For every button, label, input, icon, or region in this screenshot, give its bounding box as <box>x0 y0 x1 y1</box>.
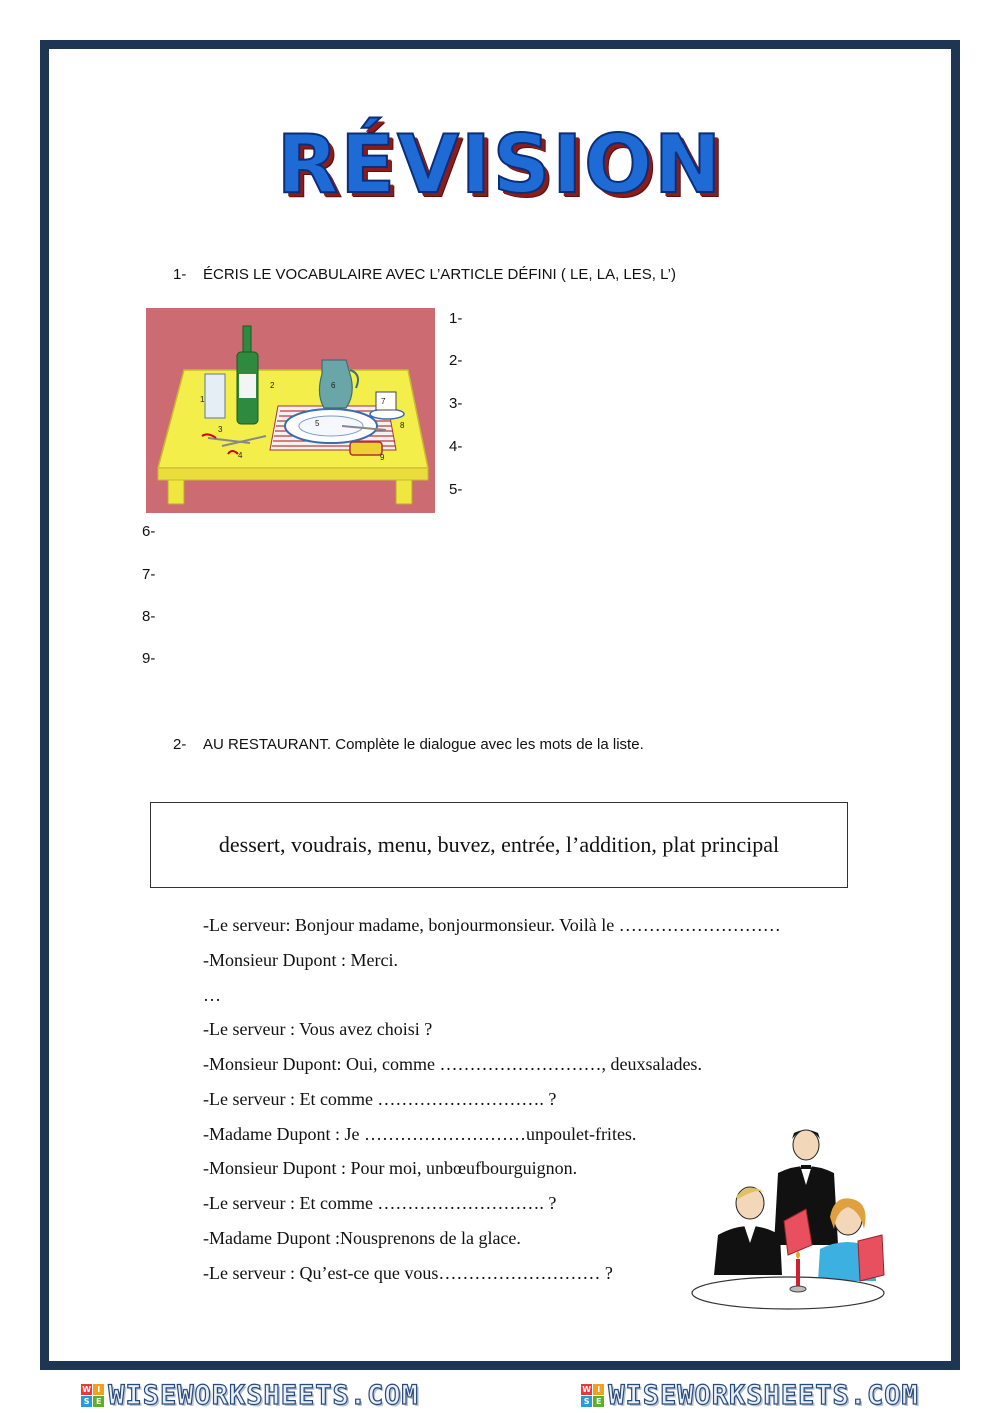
footer-brand-1 <box>81 1380 419 1411</box>
picture-label-3: 3 <box>218 425 223 434</box>
exercise-2-number: 2- <box>173 736 187 753</box>
dialogue-line-7: -Madame Dupont : Je ………………………unpoulet-frites. <box>203 1124 637 1144</box>
word-list-box <box>150 802 848 888</box>
picture-label-2: 2 <box>270 381 275 390</box>
page-title: RÉVISION <box>276 118 724 211</box>
word-list: dessert, voudrais, menu, buvez, entrée, l’addition, plat principal <box>218 832 780 857</box>
exercise-1-number: 1- <box>173 266 187 283</box>
exercise-1-text: ÉCRIS LE VOCABULAIRE AVEC L’ARTICLE DÉFINI ( LE, LA, LES, L’) <box>203 266 676 283</box>
picture-label-4: 4 <box>238 451 243 460</box>
picture-label-6: 6 <box>331 381 336 390</box>
dialogue-line-1: -Le serveur: Bonjour madame, bonjourmonsieur. Voilà le ……………………… <box>203 915 781 935</box>
answer-line-7: 7- <box>142 566 156 583</box>
answer-line-5: 5- <box>449 481 463 498</box>
brand-text: WISEWORKSHEETS.COM <box>608 1380 919 1411</box>
answer-line-8: 8- <box>142 608 156 625</box>
footer-watermark <box>0 1378 1000 1413</box>
restaurant-illustration <box>688 1125 888 1315</box>
dialogue-line-2: -Monsieur Dupont : Merci. <box>203 950 398 970</box>
dialogue-line-11: -Le serveur : Qu’est-ce que vous……………………… ? <box>203 1263 613 1283</box>
exercise-1-instruction <box>173 266 676 283</box>
answer-line-2: 2- <box>449 352 463 369</box>
answer-line-3: 3- <box>449 395 463 412</box>
picture-label-7: 7 <box>381 397 386 406</box>
dialogue-line-8: -Monsieur Dupont : Pour moi, unbœufbourguignon. <box>203 1158 578 1178</box>
answer-line-6: 6- <box>142 523 156 540</box>
dialogue-line-6: -Le serveur : Et comme ………………………. ? <box>203 1089 557 1109</box>
picture-label-5: 5 <box>315 419 320 428</box>
table-setting-picture <box>146 308 435 513</box>
footer-brand-2 <box>581 1380 919 1411</box>
dialogue-line-4: -Le serveur : Vous avez choisi ? <box>203 1019 433 1039</box>
picture-label-1: 1 <box>200 395 205 404</box>
brand-logo-icon: W I S E <box>81 1384 104 1407</box>
brand-text: WISEWORKSHEETS.COM <box>108 1380 419 1411</box>
exercise-2-text: AU RESTAURANT. Complète le dialogue avec les mots de la liste. <box>203 736 644 753</box>
picture-label-9: 9 <box>380 453 385 462</box>
answer-line-9: 9- <box>142 650 156 667</box>
dialogue-line-3: … <box>203 985 221 1005</box>
exercise-2-instruction <box>173 736 644 753</box>
picture-label-8: 8 <box>400 421 405 430</box>
dialogue-line-10: -Madame Dupont :Nousprenons de la glace. <box>203 1228 521 1248</box>
dialogue-line-9: -Le serveur : Et comme ………………………. ? <box>203 1193 557 1213</box>
brand-logo-icon: W I S E <box>581 1384 604 1407</box>
dialogue-line-5: -Monsieur Dupont: Oui, comme ………………………, deuxsalades. <box>203 1054 702 1074</box>
answer-line-1: 1- <box>449 310 463 327</box>
answer-line-4: 4- <box>449 438 463 455</box>
